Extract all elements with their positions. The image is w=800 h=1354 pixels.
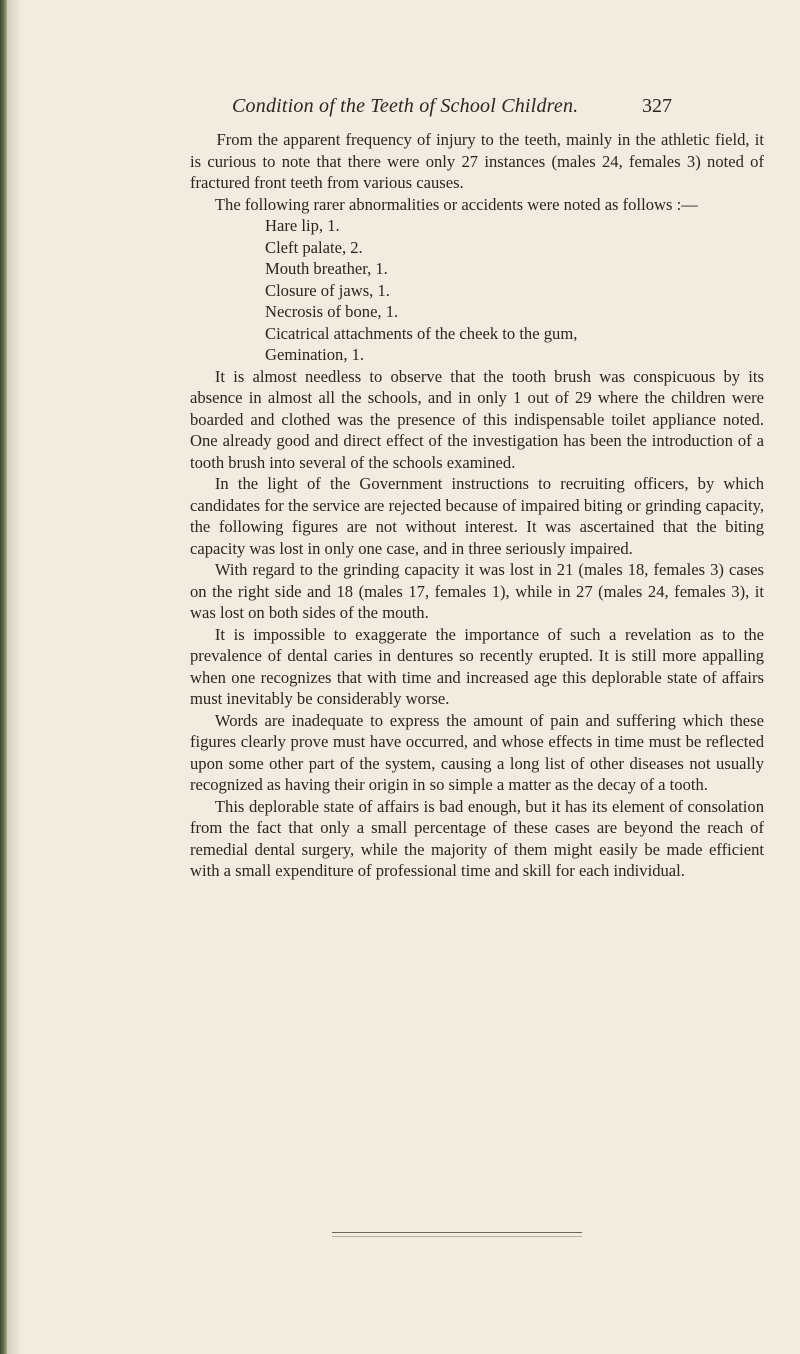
list-item: Closure of jaws, 1. <box>265 280 390 300</box>
paragraph: Words are inadequate to express the amount of pain and suffering which these figures clearly prove must have occurred, and whose effects in time must be reflected upon some other part of the system, causing a long list of other diseases not usually recognized as having their origin in so simple a matter as the decay of a tooth. <box>190 710 764 794</box>
paragraph: This deplorable state of affairs is bad enough, but it has its element of consolation from the fact that only a small percentage of these cases are beyond the reach of remedial dental surgery, while the majority of them might easily be made efficient with a small expenditure of professional time and skill for each individual. <box>190 796 764 880</box>
book-spine-edge <box>0 0 8 1354</box>
list-item: Gemination, 1. <box>265 345 365 364</box>
paragraph: It is almost needless to observe that the tooth brush was conspicuous by its absence in almost all the schools, and in only 1 out of 29 where the children were boarded and clothed was the presence of this indispensable toilet appliance noted. One already good and direct effect of the investigation has been the introduction of a tooth brush into several of the schools examined. <box>190 366 764 472</box>
list-item: Necrosis of bone, 1. <box>265 302 399 321</box>
paragraph: The following rarer abnormalities or accidents were noted as follows :— <box>214 194 698 214</box>
paragraph: In the light of the Government instructions to recruiting officers, by which candidates for the service are rejected because of impaired biting or grinding capacity, the following figures are not without interest. It was ascertained that the biting capacity was lost in only one case, and in three seriously impaired. <box>190 474 764 558</box>
abnormalities-list <box>190 215 764 366</box>
page-number: 327 <box>642 95 672 117</box>
running-title: Condition of the Teeth of School Children. <box>232 95 579 117</box>
footer-rule <box>332 1232 582 1233</box>
list-item: Cicatrical attachments of the cheek to the gum, <box>265 323 578 343</box>
body-text <box>190 129 764 882</box>
paragraph: With regard to the grinding capacity it was lost in 21 (males 18, females 3) cases on the right side and 18 (males 17, females 1), while in 27 (males 24, females 3), it was lost on both sides of the mouth. <box>190 560 764 622</box>
list-item: Cleft palate, 2. <box>265 237 363 257</box>
footer-rule-secondary <box>332 1236 582 1237</box>
paragraph: It is impossible to exaggerate the importance of such a revelation as to the prevalence of dental caries in dentures so recently erupted. It is still more appalling when one recognizes that with time and increased age this deplorable state of affairs must inevitably be considerably worse. <box>190 624 764 708</box>
list-item: Hare lip, 1. <box>265 216 340 235</box>
gutter-shadow <box>8 0 22 1354</box>
page-header <box>0 95 800 125</box>
list-item: Mouth breather, 1. <box>265 259 388 278</box>
paragraph: From the apparent frequency of injury to the teeth, mainly in the athletic field, it is curious to note that there were only 27 instances (males 24, females 3) noted of fractured front teeth from various causes. <box>190 130 764 192</box>
